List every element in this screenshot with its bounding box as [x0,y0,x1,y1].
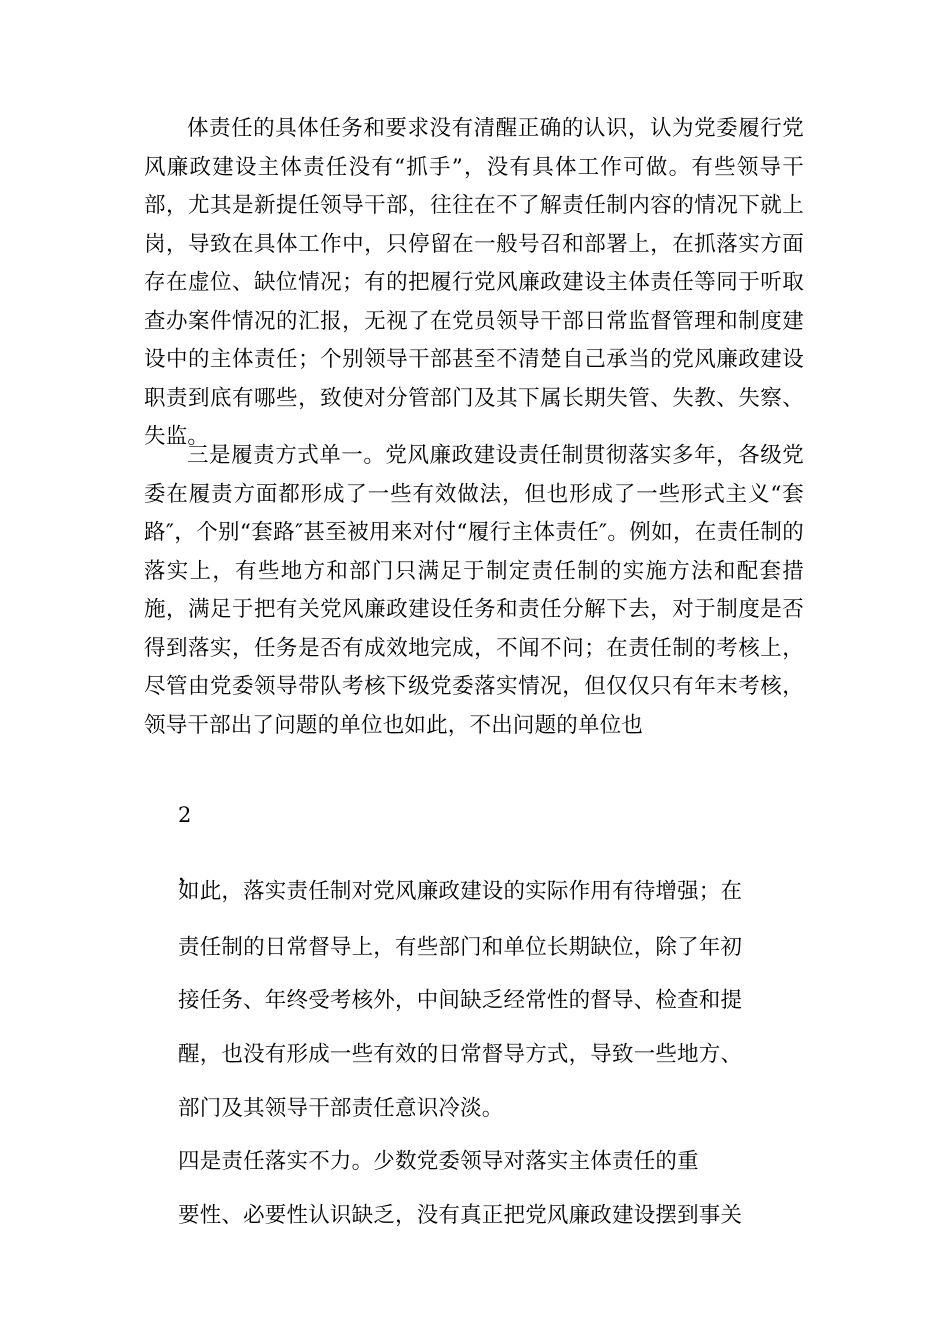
stray-comma: ， [178,861,200,885]
body-paragraph-2: 三是履责方式单一。党风廉政建设责任制贯彻落实多年，各级党委在履责方面都形成了一些有效做法，但也形成了一些形式主义“套路″，个别“套路″甚至被用来对付“履行主体责任″。例如，在责任制的落实上，有些地方和部门只满足于制定责任制的实施方法和配套措施，满足于把有关党风廉政建设任务和责任分解下去，对于制度是否得到落实，任务是否有成效地完成，不闻不问；在责任制的考核上，尽管由党委领导带队考核下级党委落实情况，但仅仅只有年末考核，领导干部出了问题的单位也如此，不出问题的单位也 [144,443,804,738]
text-line: 要性、必要性认识缺乏，没有真正把党风廉政建设摆到事关 [178,1203,743,1228]
text-line: 如此，落实责任制对党风廉政建设的实际作用有待增强；在 [178,879,743,904]
text-line: 四是责任落实不力。少数党委领导对落实主体责任的重 [178,1149,699,1174]
text-line: 接任务、年终受考核外，中间缺乏经常性的督导、检查和提 [178,988,743,1013]
text-line: 醒，也没有形成一些有效的日常督导方式，导致一些地方、 [178,1042,743,1067]
page-number: 2 [178,803,192,827]
body-paragraph-1: 体责任的具体任务和要求没有清醒正确的认识，认为党委履行党风廉政建设主体责任没有“抓手”，没有具体工作可做。有些领导干部，尤其是新提任领导干部，往往在不了解责任制内容的情况下就上岗，导致在具体工作中，只停留在一般号召和部署上，在抓落实方面存在虚位、缺位情况；有的把履行党风廉政建设主体责任等同于听取查办案件情况的汇报，无视了在党员领导干部日常监督管理和制度建设中的主体责任；个别领导干部甚至不清楚自己承当的党风廉政建设职责到底有哪些，致使对分管部门及其下属长期失管、失教、失察、失监。 [144,116,804,449]
text-line: 部门及其领导干部责任意识冷淡。 [178,1096,504,1121]
text-line: 责任制的日常督导上，有些部门和单位长期缺位，除了年初 [178,935,743,960]
